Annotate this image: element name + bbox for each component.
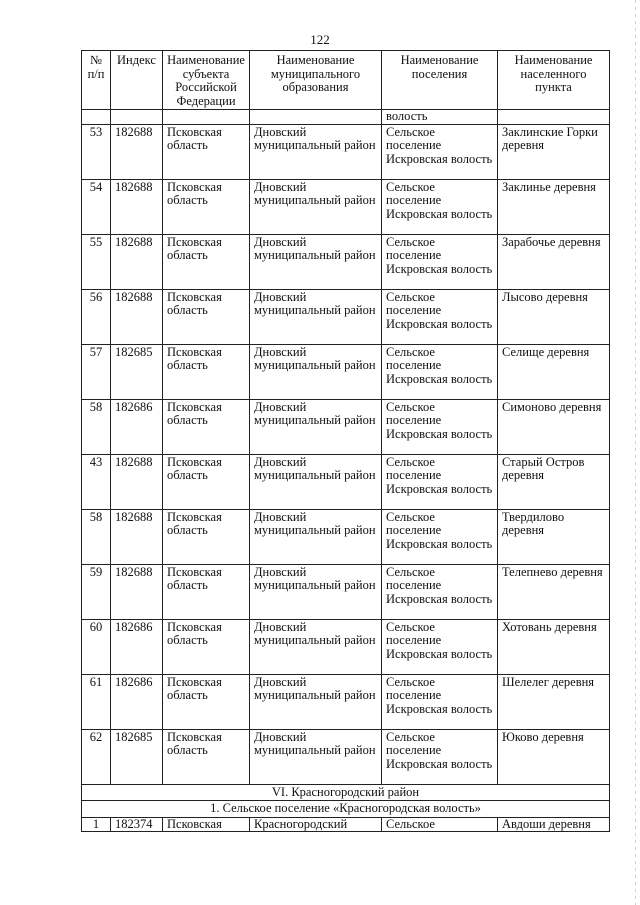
table-row [82,729,610,784]
cell-municipality: Дновский муниципальный район [250,399,382,454]
table-row [82,674,610,729]
cell-subject [163,110,250,125]
table-row [82,454,610,509]
cell-settlement: Сельское поселение Искровская волость [382,454,498,509]
cell-municipality [250,110,382,125]
cell-number: 57 [82,344,111,399]
cell-municipality: Дновский муниципальный район [250,289,382,344]
cell-locality: Телепнево деревня [498,564,610,619]
cell-locality: Авдоши деревня [498,817,610,832]
cell-subject: Псковская область [163,454,250,509]
cell-index: 182688 [111,179,163,234]
cell-settlement: Сельское поселение Искровская волость [382,344,498,399]
cell-locality: Заклинье деревня [498,179,610,234]
cell-locality: Шелелег деревня [498,674,610,729]
cell-number: 56 [82,289,111,344]
cell-locality: Зарабочье деревня [498,234,610,289]
cell-municipality: Дновский муниципальный район [250,674,382,729]
cell-subject: Псковская область [163,674,250,729]
carry-over-row [82,110,610,125]
table-row [82,124,610,179]
column-header-municipality: Наименование муниципального образования [250,51,382,110]
cell-subject: Псковская область [163,234,250,289]
cell-number: 43 [82,454,111,509]
cell-index: 182686 [111,674,163,729]
table-row [82,509,610,564]
page-number: 122 [310,32,330,47]
cell-number: 62 [82,729,111,784]
cell-locality: Заклинские Горки деревня [498,124,610,179]
cell-subject: Псковская область [163,619,250,674]
cell-index: 182686 [111,619,163,674]
cell-locality: Хотовань деревня [498,619,610,674]
cell-settlement: волость [382,110,498,125]
cell-index: 182685 [111,344,163,399]
subsection-heading [82,801,610,818]
table-row [82,619,610,674]
column-header-locality: Наименование населенного пункта [498,51,610,110]
cell-municipality: Дновский муниципальный район [250,454,382,509]
table-row [82,817,610,832]
cell-subject: Псковская область [163,509,250,564]
section-heading [82,784,610,801]
cell-municipality: Красногородский [250,817,382,832]
cell-municipality: Дновский муниципальный район [250,234,382,289]
settlements-table [81,50,610,832]
cell-locality [498,110,610,125]
cell-subject: Псковская область [163,344,250,399]
table-row [82,289,610,344]
cell-settlement: Сельское поселение Искровская волость [382,234,498,289]
cell-index: 182688 [111,234,163,289]
cell-locality: Лысово деревня [498,289,610,344]
table-row [82,234,610,289]
table-row [82,179,610,234]
scan-edge-artifact [635,0,636,905]
cell-locality: Старый Остров деревня [498,454,610,509]
cell-settlement: Сельское поселение Искровская волость [382,619,498,674]
cell-settlement: Сельское поселение Искровская волость [382,509,498,564]
table-body [82,110,610,832]
cell-settlement: Сельское поселение Искровская волость [382,179,498,234]
table-header [82,51,610,110]
column-header-subject: Наименование субъекта Российской Федерации [163,51,250,110]
section-heading-text: VI. Красногородский район [82,784,610,801]
cell-subject: Псковская область [163,289,250,344]
cell-index: 182688 [111,509,163,564]
cell-settlement: Сельское [382,817,498,832]
cell-index: 182688 [111,124,163,179]
cell-locality: Твердилово деревня [498,509,610,564]
cell-number: 61 [82,674,111,729]
column-header-number: № п/п [82,51,111,110]
cell-index: 182688 [111,289,163,344]
cell-number [82,110,111,125]
cell-number: 58 [82,399,111,454]
table-row [82,564,610,619]
cell-municipality: Дновский муниципальный район [250,619,382,674]
cell-municipality: Дновский муниципальный район [250,179,382,234]
cell-number: 54 [82,179,111,234]
cell-settlement: Сельское поселение Искровская волость [382,399,498,454]
cell-settlement: Сельское поселение Искровская волость [382,289,498,344]
subsection-heading-text: 1. Сельское поселение «Красногородская волость» [82,801,610,818]
cell-subject: Псковская [163,817,250,832]
column-header-settlement: Наименование поселения [382,51,498,110]
cell-subject: Псковская область [163,124,250,179]
cell-settlement: Сельское поселение Искровская волость [382,674,498,729]
cell-index: 182688 [111,454,163,509]
cell-municipality: Дновский муниципальный район [250,344,382,399]
cell-locality: Селище деревня [498,344,610,399]
cell-subject: Псковская область [163,564,250,619]
cell-subject: Псковская область [163,179,250,234]
cell-index: 182374 [111,817,163,832]
cell-number: 53 [82,124,111,179]
cell-number: 1 [82,817,111,832]
cell-municipality: Дновский муниципальный район [250,564,382,619]
cell-subject: Псковская область [163,399,250,454]
cell-municipality: Дновский муниципальный район [250,729,382,784]
header-row [82,51,610,110]
cell-municipality: Дновский муниципальный район [250,124,382,179]
cell-settlement: Сельское поселение Искровская волость [382,124,498,179]
table-row [82,399,610,454]
table-row [82,344,610,399]
cell-settlement: Сельское поселение Искровская волость [382,564,498,619]
cell-number: 59 [82,564,111,619]
cell-settlement: Сельское поселение Искровская волость [382,729,498,784]
cell-index: 182685 [111,729,163,784]
cell-locality: Юково деревня [498,729,610,784]
cell-index: 182688 [111,564,163,619]
column-header-index: Индекс [111,51,163,110]
cell-index [111,110,163,125]
cell-number: 55 [82,234,111,289]
cell-number: 58 [82,509,111,564]
cell-number: 60 [82,619,111,674]
cell-index: 182686 [111,399,163,454]
cell-municipality: Дновский муниципальный район [250,509,382,564]
cell-subject: Псковская область [163,729,250,784]
cell-locality: Симоново деревня [498,399,610,454]
